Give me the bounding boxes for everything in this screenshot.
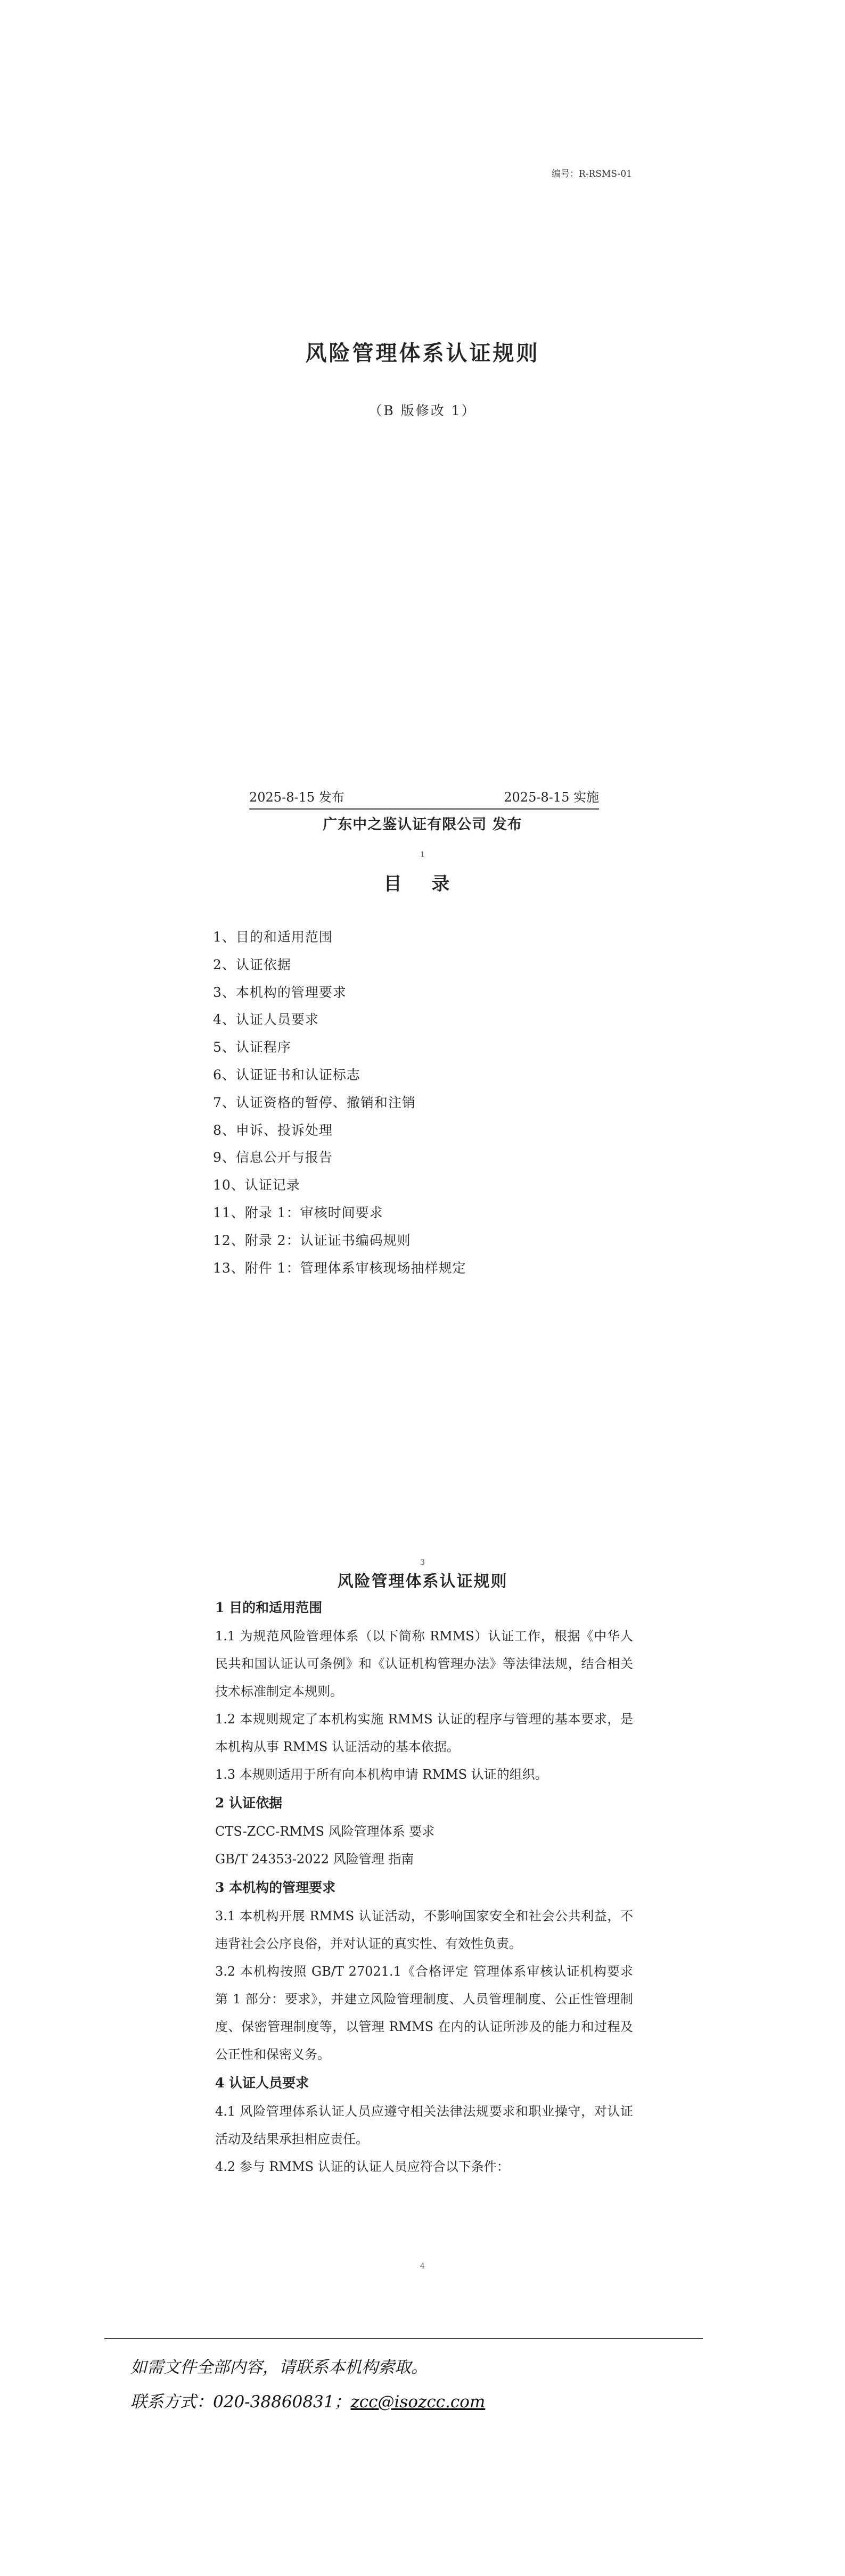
section-heading: 2 认证依据 [215,1795,283,1811]
section-paragraph: 1.1 为规范风险管理体系（以下简称 RMMS）认证工作，根据《中华人民共和国认证认可条例》和《认证机构管理办法》等法律法规，结合相关技术标准制定本规则。 [215,1629,633,1699]
section-paragraph: CTS-ZCC-RMMS 风险管理体系 要求 [215,1824,435,1839]
section-heading: 4 认证人员要求 [215,2075,309,2091]
page-number-4: 4 [420,2262,425,2270]
section-heading: 1 目的和适用范围 [215,1600,323,1615]
section-heading: 3 本机构的管理要求 [215,1880,336,1895]
toc-item: 12、附录 2：认证证书编码规则 [213,1232,411,1248]
section-paragraph: 3.2 本机构按照 GB/T 27021.1《合格评定 管理体系审核认证机构要求 第 1 部分：要求》，并建立风险管理制度、人员管理制度、公正性管理制度、保密管理制度等，以管理 RMMS 在内的认证所涉及的能力和过程及公正性和保密义务。 [215,1964,633,2062]
section-paragraph: 1.3 本规则适用于所有向本机构申请 RMMS 认证的组织。 [215,1767,548,1782]
body-title: 风险管理体系认证规则 [337,1572,508,1591]
footer-notice: 如需文件全部内容，请联系本机构索取。 [130,2358,428,2377]
toc-item: 4、认证人员要求 [213,1012,319,1028]
toc-item: 2、认证依据 [213,956,291,972]
toc-item: 5、认证程序 [213,1039,291,1055]
cover-version: （B 版修改 1） [368,403,477,418]
publisher: 广东中之鉴认证有限公司 发布 [323,816,522,833]
effective-date: 2025-8-15 实施 [504,790,599,805]
toc-item: 7、认证资格的暂停、撤销和注销 [213,1094,416,1110]
section-paragraph: GB/T 24353-2022 风险管理 指南 [215,1852,414,1867]
document-number: 编号：R-RSMS-01 [551,169,632,179]
toc-title: 目 录 [383,873,462,895]
toc-item: 1、目的和适用范围 [213,929,333,945]
footer-divider [104,2338,703,2339]
page-number-1: 1 [420,851,425,859]
toc-item: 10、认证记录 [213,1177,300,1193]
publish-date: 2025-8-15 发布 [249,790,344,805]
contact-label: 联系方式：020-38860831； [130,2392,351,2412]
toc-item: 3、本机构的管理要求 [213,984,347,1000]
toc-item: 11、附录 1：审核时间要求 [213,1204,383,1220]
toc-item: 8、申诉、投诉处理 [213,1122,333,1138]
toc-item: 6、认证证书和认证标志 [213,1067,360,1083]
toc-item: 13、附件 1：管理体系审核现场抽样规定 [213,1260,466,1276]
cover-title: 风险管理体系认证规则 [305,341,540,366]
publish-dates-row [249,787,599,810]
section-paragraph: 4.1 风险管理体系认证人员应遵守相关法律法规要求和职业操守，对认证活动及结果承担相应责任。 [215,2104,633,2146]
section-paragraph: 1.2 本规则规定了本机构实施 RMMS 认证的程序与管理的基本要求，是本机构从事 RMMS 认证活动的基本依据。 [215,1712,633,1754]
email-link[interactable]: zcc@isozcc.com [350,2392,486,2412]
footer-contact [130,2388,485,2412]
page-number-3: 3 [420,1558,425,1567]
toc-list [213,923,466,1282]
body-content [215,1593,633,2181]
toc-item: 9、信息公开与报告 [213,1150,333,1166]
section-paragraph: 3.1 本机构开展 RMMS 认证活动，不影响国家安全和社会公共利益，不违背社会公序良俗，并对认证的真实性、有效性负责。 [215,1909,633,1951]
section-paragraph: 4.2 参与 RMMS 认证的认证人员应符合以下条件： [215,2159,510,2174]
